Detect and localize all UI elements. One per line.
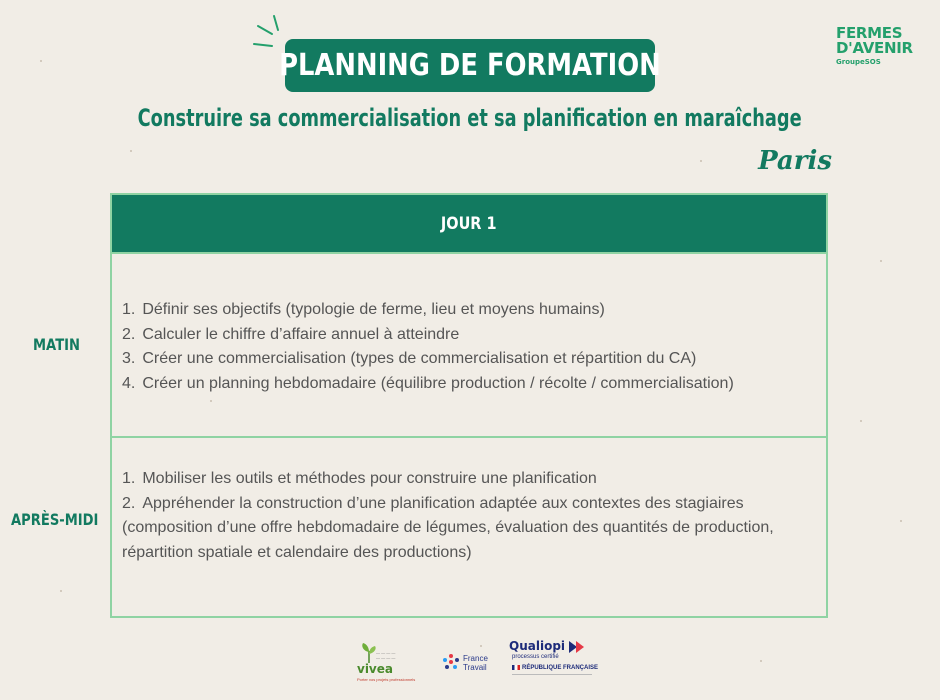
table-header	[112, 195, 826, 252]
table-row-apres-midi	[112, 436, 826, 616]
brand-line-1: FERMES	[836, 24, 903, 42]
list-item: 1. Mobiliser les outils et méthodes pour construire une planification	[122, 470, 597, 487]
qualiopi-arrows-icon	[569, 641, 591, 653]
list-item: 3. Créer une commercialisation (types de commercialisation et répartition du CA)	[122, 350, 697, 367]
list-item: 2. Appréhender la construction d’une planification adaptée aux contextes des stagiaires (composition d’une offre hebdomadaire de légumes, évaluation des quantités de production, répartition spatiale et calendaire des productions)	[122, 494, 774, 561]
list-item: 2. Calculer le chiffre d’affaire annuel à atteindre	[122, 325, 460, 343]
brand-line-2: D'AVENIR	[836, 39, 913, 57]
brand-line-3: GroupeSOS	[836, 58, 881, 66]
row-label-matin: MATIN	[33, 335, 81, 354]
page-title-banner	[279, 39, 661, 92]
table-row-matin	[112, 252, 826, 436]
french-flag-icon	[512, 665, 520, 670]
row-label-apres-midi: APRÈS-MIDI	[11, 510, 99, 529]
sparkle-lines-icon	[252, 14, 282, 54]
qualiopi-logo: Qualiopi processus certifié RÉPUBLIQUE FRANÇAISE	[509, 639, 599, 683]
city-label: Paris	[758, 146, 832, 176]
vivea-logo: — — — — — — — — vivea Porter vos projets professionnels	[357, 642, 417, 682]
partner-logos: — — — — — — — — vivea Porter vos projets professionnels France Travail Qualiopi processus certifié RÉPUBLIQUE FRANÇAISE	[357, 639, 599, 682]
france-travail-dots-icon	[441, 652, 461, 672]
brand-logo	[836, 26, 913, 66]
activity-list	[122, 298, 734, 396]
day-header: JOUR 1	[441, 213, 497, 234]
schedule-table	[110, 193, 828, 618]
page-subtitle: Construire sa commercialisation et sa planification en maraîchage	[137, 104, 802, 132]
list-item: 4. Créer un planning hebdomadaire (équilibre production / récolte / commercialisation)	[122, 374, 734, 392]
page-title: PLANNING DE FORMATION	[279, 48, 661, 83]
list-item: 1. Définir ses objectifs (typologie de ferme, lieu et moyens humains)	[122, 301, 605, 318]
activity-list	[122, 467, 812, 565]
